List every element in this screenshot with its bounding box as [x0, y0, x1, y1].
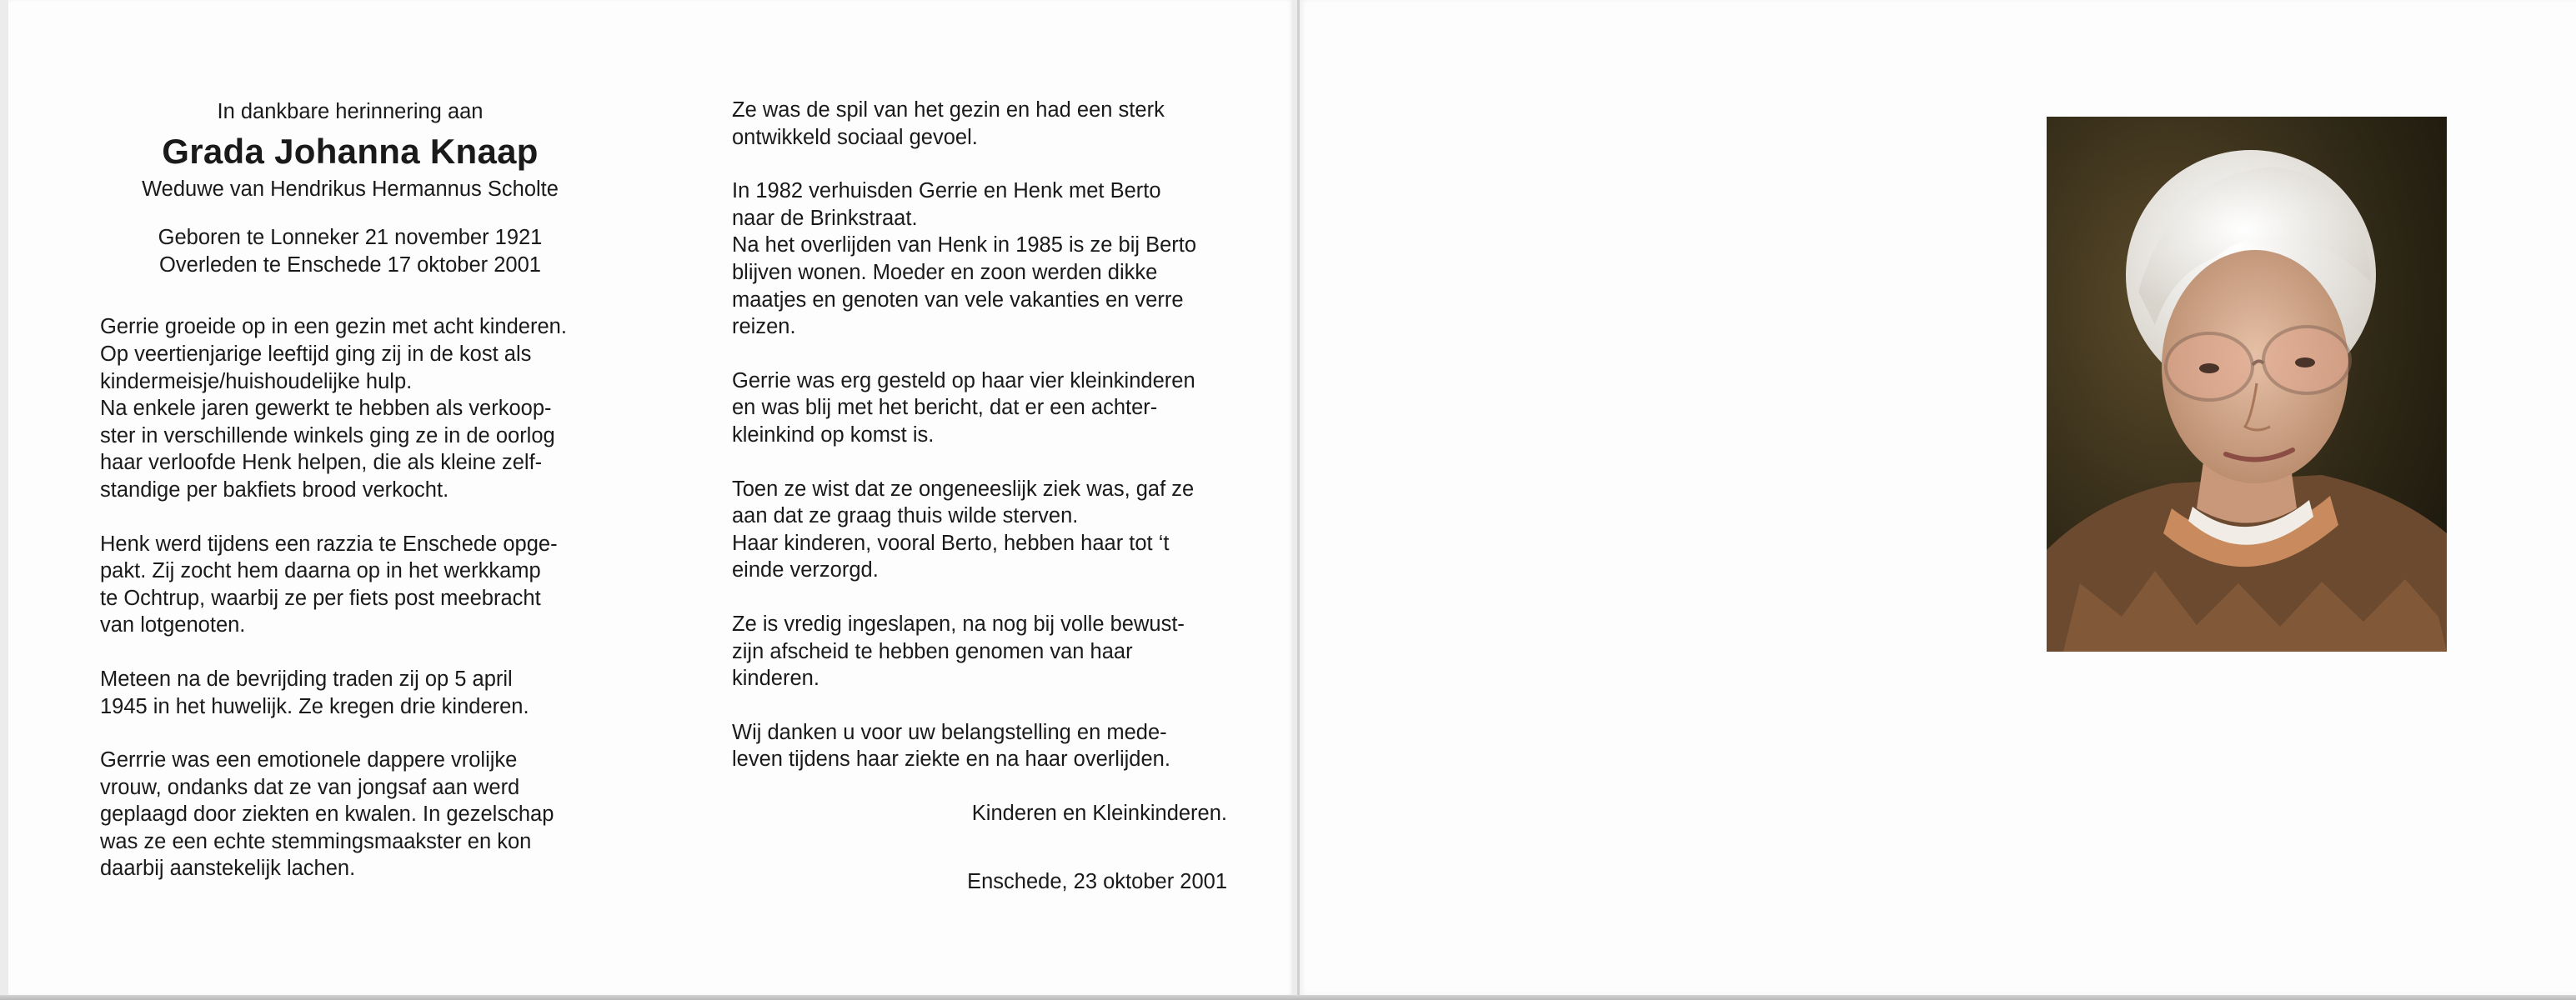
paragraph-line: 1945 in het huwelijk. Ze kregen drie kinderen.	[100, 694, 529, 718]
paragraph	[100, 313, 600, 503]
paragraph-line: kleinkind op komst is.	[732, 422, 935, 447]
paragraph-line: In 1982 verhuisden Gerrie en Henk met Berto	[732, 179, 1161, 203]
paragraph-line: Na enkele jaren gewerkt te hebben als verkoop-	[100, 397, 552, 421]
birth-line: Geboren te Lonneker 21 november 1921	[158, 226, 543, 250]
paragraph-line: blijven wonen. Moeder en zoon werden dikke	[732, 260, 1158, 284]
paragraph-line: Haar kinderen, vooral Berto, hebben haar tot ‘t	[732, 531, 1170, 555]
paragraph	[732, 611, 1227, 692]
paragraph-line: ster in verschillende winkels ging ze in de oorlog	[100, 423, 555, 448]
life-dates	[100, 224, 600, 278]
paragraph-line: Toen ze wist dat ze ongeneeslijk ziek was, gaf ze	[732, 477, 1195, 501]
paragraph-line: Ze was de spil van het gezin en had een sterk	[732, 98, 1165, 122]
portrait-illustration	[2047, 117, 2447, 652]
portrait-photo	[2047, 117, 2447, 652]
paragraph-line: Ze is vredig ingeslapen, na nog bij volle bewust-	[732, 612, 1185, 636]
paragraph-line: einde verzorgd.	[732, 558, 879, 582]
paragraph-line: leven tijdens haar ziekte en na haar overlijden.	[732, 748, 1170, 772]
page-bottom-shadow	[0, 995, 2576, 1000]
paragraph	[732, 719, 1227, 773]
place-date: Enschede, 23 oktober 2001	[967, 870, 1227, 894]
paragraph-line: reizen.	[732, 315, 796, 339]
deceased-name: Grada Johanna Knaap	[162, 131, 539, 171]
signature: Kinderen en Kleinkinderen.	[971, 801, 1227, 825]
right-column	[732, 97, 1227, 896]
paragraph-line: Op veertienjarige leeftijd ging zij in de kost als	[100, 342, 532, 366]
paragraph-line: was ze een echte stemmingsmaakster en kon	[100, 829, 532, 853]
paragraph-line: kindermeisje/huishoudelijke hulp.	[100, 369, 413, 393]
paragraph-line: pakt. Zij zocht hem daarna op in het werkkamp	[100, 559, 541, 583]
paragraph	[732, 368, 1227, 449]
paragraph	[100, 747, 600, 882]
paragraph	[732, 476, 1227, 584]
intro-text: In dankbare herinnering aan	[217, 100, 484, 123]
paragraph-line: te Ochtrup, waarbij ze per fiets post meebracht	[100, 586, 541, 610]
paragraph-line: van lotgenoten.	[100, 613, 246, 638]
paragraph-line: Wij danken u voor uw belangstelling en mede-	[732, 720, 1167, 744]
right-paragraphs	[732, 97, 1227, 773]
paragraph	[100, 666, 600, 720]
paragraph-line: Gerrie groeide op in een gezin met acht kinderen.	[100, 315, 567, 339]
paragraph-line: maatjes en genoten van vele vakanties en verre	[732, 288, 1184, 312]
paragraph-line: zijn afscheid te hebben genomen van haar	[732, 639, 1133, 663]
paragraph-line: en was blij met het bericht, dat er een achter-	[732, 396, 1158, 420]
paragraph-line: aan dat ze graag thuis wilde sterven.	[732, 504, 1079, 528]
paragraph	[100, 531, 600, 639]
card-right-page	[1297, 0, 2576, 995]
paragraph-line: haar verloofde Henk helpen, die als kleine zelf-	[100, 451, 543, 475]
death-line: Overleden te Enschede 17 oktober 2001	[159, 252, 541, 277]
left-column	[100, 98, 600, 909]
paragraph-line: ontwikkeld sociaal gevoel.	[732, 125, 978, 149]
paragraph-line: Gerrie was erg gesteld op haar vier kleinkinderen	[732, 368, 1195, 392]
paragraph-line: kinderen.	[732, 667, 819, 691]
paragraph-line: daarbij aanstekelijk lachen.	[100, 857, 356, 881]
paragraph-line: geplaagd door ziekten en kwalen. In gezelschap	[100, 802, 554, 827]
paragraph	[732, 178, 1227, 341]
paragraph-line: Na het overlijden van Henk in 1985 is ze bij Berto	[732, 233, 1197, 258]
left-paragraphs	[100, 313, 600, 882]
spouse-line: Weduwe van Hendrikus Hermannus Scholte	[142, 177, 559, 201]
paragraph-line: Meteen na de bevrijding traden zij op 5 april	[100, 667, 513, 691]
paragraph-line: naar de Brinkstraat.	[732, 206, 918, 230]
paragraph-line: Gerrrie was een emotionele dappere vrolijke	[100, 748, 518, 772]
paragraph	[732, 97, 1227, 151]
paragraph-line: Henk werd tijdens een razzia te Enschede opge-	[100, 532, 558, 556]
paragraph-line: standige per bakfiets brood verkocht.	[100, 478, 449, 502]
card-left-page	[8, 0, 1292, 995]
paragraph-line: vrouw, ondanks dat ze van jongsaf aan werd	[100, 775, 520, 799]
